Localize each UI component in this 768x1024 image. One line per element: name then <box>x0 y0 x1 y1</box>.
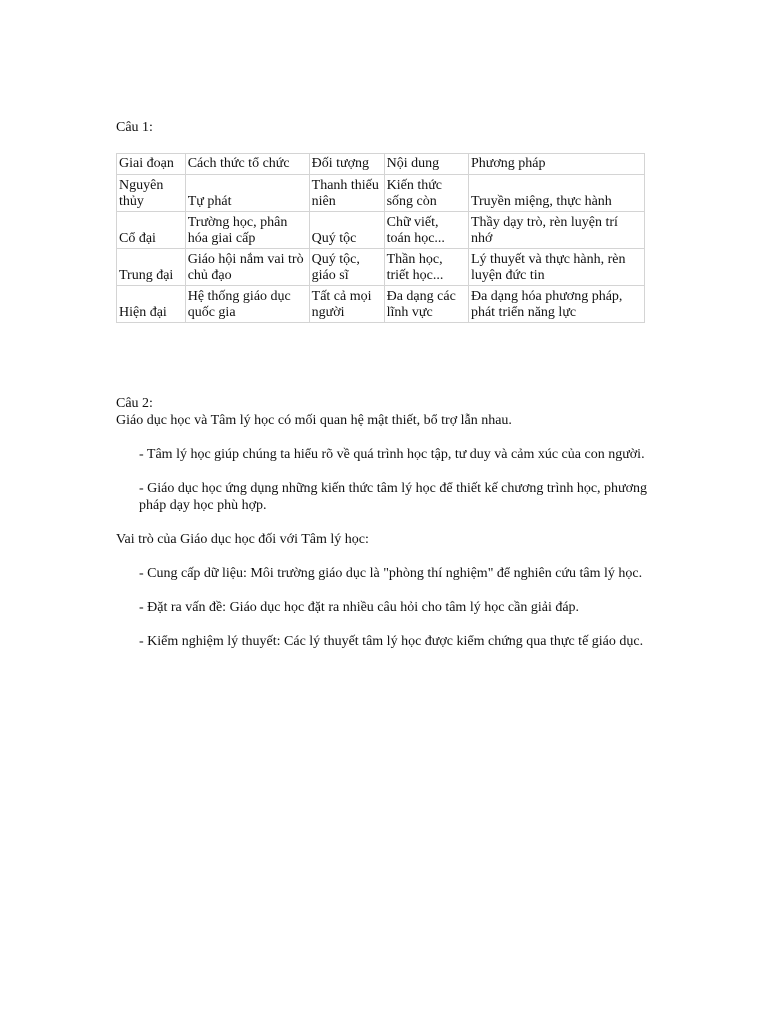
question-2-section <box>116 395 656 667</box>
table-cell: Trường học, phân hóa giai cấp <box>185 212 309 249</box>
header-cell: Nội dung <box>384 154 468 175</box>
point-raise-issues: - Đặt ra vấn đề: Giáo dục học đặt ra nhiều câu hỏi cho tâm lý học cần giải đáp. <box>139 600 580 615</box>
table-row <box>117 249 645 286</box>
header-cell: Phương pháp <box>468 154 644 175</box>
table-cell: Chữ viết, toán học... <box>384 212 468 249</box>
table-cell: Đa dạng các lĩnh vực <box>384 286 468 323</box>
table-cell: Thầy dạy trò, rèn luyện trí nhớ <box>468 212 644 249</box>
table-row <box>117 212 645 249</box>
table-cell: Hiện đại <box>117 286 186 323</box>
table-cell: Quý tộc, giáo sĩ <box>309 249 384 286</box>
role-subheading: Vai trò của Giáo dục học đối với Tâm lý học: <box>116 532 369 547</box>
table-cell: Hệ thống giáo dục quốc gia <box>185 286 309 323</box>
table-cell: Thần học, triết học... <box>384 249 468 286</box>
point-provide-data: - Cung cấp dữ liệu: Môi trường giáo dục là "phòng thí nghiệm" để nghiên cứu tâm lý học. <box>139 566 643 581</box>
education-stages-table <box>116 153 645 323</box>
table-cell: Kiến thức sống còn <box>384 175 468 212</box>
table-cell: Thanh thiếu niên <box>309 175 384 212</box>
table-cell: Lý thuyết và thực hành, rèn luyện đức tin <box>468 249 644 286</box>
point-test-theory: - Kiểm nghiệm lý thuyết: Các lý thuyết tâm lý học được kiểm chứng qua thực tế giáo dục. <box>139 634 644 649</box>
question-2-intro: Giáo dục học và Tâm lý học có mối quan hệ mật thiết, bổ trợ lẫn nhau. <box>116 413 512 428</box>
table-cell: Cổ đại <box>117 212 186 249</box>
table-cell: Trung đại <box>117 249 186 286</box>
table-row <box>117 286 645 323</box>
table-header-row <box>117 154 645 175</box>
question-1-title: Câu 1: <box>116 120 153 135</box>
table-cell: Tất cả mọi người <box>309 286 384 323</box>
header-cell: Giai đoạn <box>117 154 186 175</box>
table-cell: Giáo hội nắm vai trò chủ đạo <box>185 249 309 286</box>
table-row <box>117 175 645 212</box>
header-cell: Đối tượng <box>309 154 384 175</box>
table-cell: Đa dạng hóa phương pháp, phát triển năng lực <box>468 286 644 323</box>
table-cell: Nguyên thủy <box>117 175 186 212</box>
table-cell: Truyền miệng, thực hành <box>468 175 644 212</box>
table-cell: Tự phát <box>185 175 309 212</box>
question-2-title: Câu 2: <box>116 396 153 411</box>
point-psychology-helps: - Tâm lý học giúp chúng ta hiểu rõ về quá trình học tập, tư duy và cảm xúc của con người. <box>139 447 645 462</box>
point-education-applies: - Giáo dục học ứng dụng những kiến thức tâm lý học để thiết kế chương trình học, phương pháp dạy học phù hợp. <box>139 481 648 513</box>
table-cell: Quý tộc <box>309 212 384 249</box>
header-cell: Cách thức tổ chức <box>185 154 309 175</box>
